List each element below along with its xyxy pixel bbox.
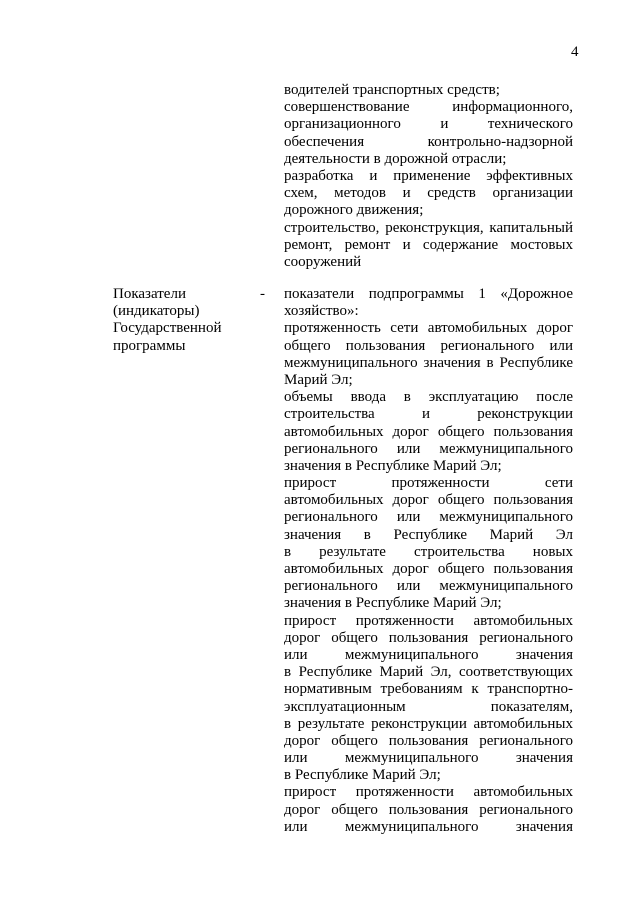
label-line: (индикаторы) [113, 303, 200, 320]
text-line: значения в Республике Марий Эл [284, 526, 573, 543]
text-line: дорог общего пользования регионального [284, 629, 573, 646]
text-line: организационного и технического [284, 116, 573, 133]
text-line: хозяйство»: [284, 303, 359, 320]
text-line: регионального или межмуниципального [284, 509, 573, 526]
text-line: автомобильных дорог общего пользования [284, 561, 573, 577]
text-line: деятельности в дорожной отрасли; [284, 150, 507, 167]
label-line: Показатели [113, 286, 186, 302]
separator-dash: - [260, 286, 265, 302]
text-line: общего пользования регионального или [284, 337, 573, 354]
text-line: эксплуатационным показателям, [284, 698, 573, 715]
text-line: или межмуниципального значения [284, 646, 573, 663]
text-line: межмуниципального значения в Республике [284, 354, 573, 371]
text-line: в Республике Марий Эл, соответствующих [284, 664, 573, 681]
indicators-label [113, 286, 263, 355]
page-number: 4 [571, 44, 579, 60]
indicators-value-block [284, 286, 573, 836]
text-line: значения в Республике Марий Эл; [284, 457, 502, 474]
text-line: или межмуниципального значения [284, 750, 573, 767]
text-line: в Республике Марий Эл; [284, 767, 441, 784]
label-line: программы [113, 337, 186, 354]
continued-text-block [284, 82, 573, 271]
text-line: ремонт, ремонт и содержание мостовых [284, 236, 573, 253]
text-line: прирост протяженности сети [284, 475, 573, 492]
text-line: разработка и применение эффективных [284, 167, 573, 184]
text-line: совершенствование информационного, [284, 99, 573, 116]
text-line: нормативным требованиям к транспортно- [284, 681, 573, 698]
text-line: значения в Республике Марий Эл; [284, 595, 502, 612]
text-line: обеспечения контрольно-надзорной [284, 133, 573, 150]
text-line: регионального или межмуниципального [284, 578, 573, 595]
text-line: в результате строительства новых [284, 543, 573, 560]
text-line: строительства и реконструкции [284, 406, 573, 423]
text-line: дорог общего пользования регионального [284, 732, 573, 749]
text-line: регионального или межмуниципального [284, 440, 573, 457]
text-line: дорожного движения; [284, 202, 424, 219]
label-line: Государственной [113, 320, 222, 337]
text-line: строительство, реконструкция, капитальный [284, 219, 573, 236]
text-line: схем, методов и средств организации [284, 185, 573, 202]
text-line: показатели подпрограммы 1 «Дорожное [284, 286, 573, 302]
text-line: дорог общего пользования регионального [284, 801, 573, 818]
text-line: сооружений [284, 253, 362, 270]
text-line: прирост протяженности автомобильных [284, 612, 573, 629]
text-line: автомобильных дорог общего пользования [284, 492, 573, 509]
text-line: протяженность сети автомобильных дорог [284, 320, 573, 337]
text-line: или межмуниципального значения [284, 818, 573, 835]
text-line: водителей транспортных средств; [284, 82, 500, 98]
text-line: в результате реконструкции автомобильных [284, 715, 573, 732]
text-line: автомобильных дорог общего пользования [284, 423, 573, 440]
text-line: объемы ввода в эксплуатацию после [284, 389, 573, 406]
text-line: Марий Эл; [284, 371, 353, 388]
text-line: прирост протяженности автомобильных [284, 784, 573, 801]
